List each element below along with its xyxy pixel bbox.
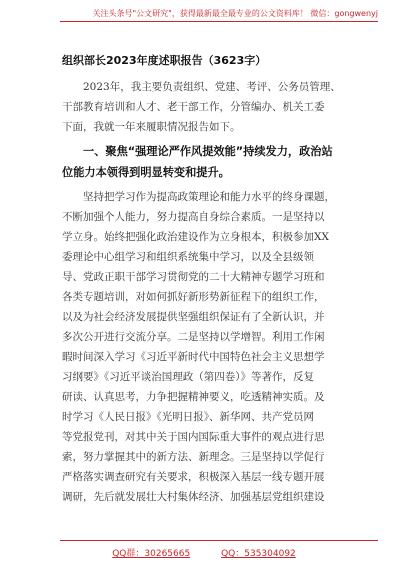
qq-contact-link[interactable]: QQ：535304092 <box>221 549 296 559</box>
intro-line: 下面，我就一年来履职情况报告如下。 <box>62 121 241 133</box>
qq-group-link[interactable]: QQ群：30265665 <box>112 549 191 559</box>
body-line: 索，努力掌握其中的新方法、新理念。三是坚持以学促行 <box>62 451 325 463</box>
body-line: 以及为社会经济发展提供坚强组织保证有了全新认识，并 <box>62 311 325 323</box>
footer-contact <box>0 546 408 559</box>
body-paragraph <box>62 187 360 507</box>
body-line: 各类专题培训，对如何抓好新形势新征程下的组织工作， <box>62 291 325 303</box>
body-line: 严格落实调查研究有关要求，积极深入基层一线专题开展 <box>62 471 325 483</box>
body-line: 导、党政正职干部学习贯彻党的二十大精神专题学习班和 <box>62 271 325 283</box>
body-line: 学立身。始终把强化政治建设作为立身根本，积极参加XX <box>62 231 329 243</box>
body-line: 时学习《人民日报》《光明日报》、新华网、共产党员网 <box>62 411 314 423</box>
document-body <box>62 52 360 507</box>
body-line: 多次公开进行交流分享。二是坚持以学增智。利用工作闲 <box>62 331 325 343</box>
body-line: 研读、认真思考，力争把握精神要义，吃透精神实质。及 <box>62 391 325 403</box>
body-line: 不断加强个人能力，努力提高自身综合素质。一是坚持以 <box>62 211 325 223</box>
body-line: 暇时间深入学习《习近平新时代中国特色社会主义思想学 <box>62 351 325 363</box>
body-line: 调研，先后就发展壮大村集体经济、加强基层党组织建设 <box>62 491 325 503</box>
body-line: 习纲要》《习近平谈治国理政（第四卷）》等著作，反复 <box>62 371 314 383</box>
intro-paragraph <box>62 77 360 137</box>
body-line: 坚持把学习作为提高政策理论和能力水平的终身课题， <box>83 191 335 203</box>
body-line: 委理论中心组学习和组织系统集中学习，以及全县级领 <box>62 251 314 263</box>
header-divider <box>60 21 378 22</box>
heading-line: 位能力本领得到明显转变和提升。 <box>62 166 230 179</box>
intro-line: 干部教育培训和人才、老干部工作，分管编办、机关工委 <box>62 101 325 113</box>
heading-line: 一、聚焦“强理论严作风提效能”持续发力，政治站 <box>83 145 333 158</box>
intro-line: 2023年，我主要负责组织、党建、考评、公务员管理、 <box>83 81 341 93</box>
document-title: 组织部长2023年度述职报告（3623字） <box>62 54 267 67</box>
footer-divider <box>60 540 378 541</box>
watermark-header: 关注头条号"公文研究"，获得最新最全最专业的公文资料库！ 微信：gongwenyj <box>92 9 378 18</box>
section-heading-1 <box>62 141 360 183</box>
body-line: 等党报党刊，对其中关于国内国际重大事件的观点进行思 <box>62 431 325 443</box>
